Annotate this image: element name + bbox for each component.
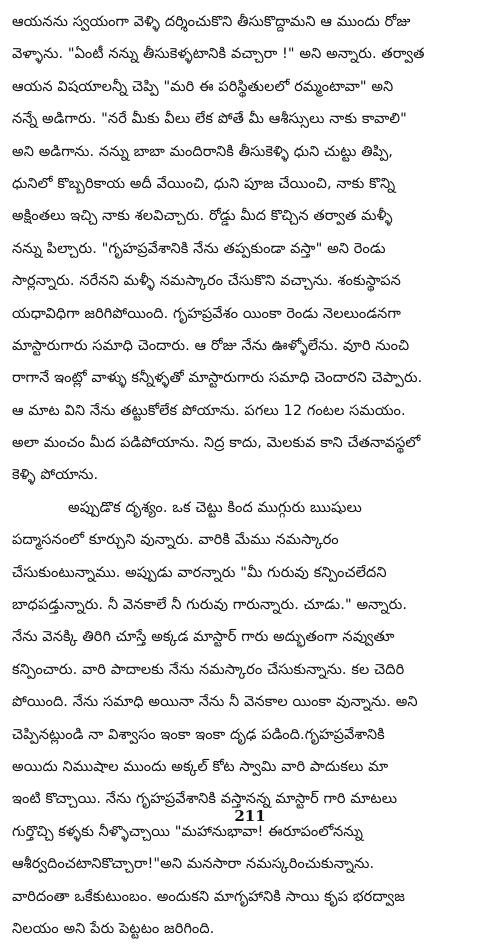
text-line: అక్షింతలు ఇచ్చి నాకు శలవిచ్చారు. రోడ్డు మీద కొచ్చిన తర్వాత మళ్ళీ <box>12 208 393 225</box>
text-line: ధునిలో కొబ్బరికాయ అదీ వేయించి, ధుని పూజ చేయించి, నాకు కొన్ని <box>12 175 396 192</box>
text-line: పోయింది. నేను సమాధి అయినా నేను నీ వెనకాల యింకా వున్నాను. అని <box>12 694 418 711</box>
text-line: అని అడిగాను. నన్ను బాబా మందిరానికి తీసుకెళ్ళి ధుని చుట్టు తిప్పి, <box>12 143 394 160</box>
text-line: నన్ను పిల్చారు. "గృహప్రవేశానికి నేను తప్పకుండా వస్తా" అని రెండు <box>12 240 386 257</box>
page-number: 211 <box>234 807 266 825</box>
text-line: నిలయం అని పేరు పెట్టటం జరిగింది. <box>12 920 215 937</box>
text-line: మాస్టారుగారు సమాధి చెందారు. ఆ రోజు నేను ఊళ్ళోలేను. వూరి నుంచి <box>12 337 410 354</box>
text-line: ఆయనను స్వయంగా వెళ్ళి దర్శించుకొని తీసుకొద్దామని ఆ ముందు రోజు <box>12 14 411 30</box>
paragraph-start-line: అప్పుడొక దృశ్యం. ఒక చెట్టు కింద ముగ్గురు ఋషులు <box>68 499 362 516</box>
text-line: సార్లన్నారు. నరేనని మళ్ళీ నమస్కారం చేసుకొని వచ్చాను. శంకుస్థాపన <box>12 273 401 290</box>
text-line: గుర్తొచ్చి కళ్ళకు నీళ్ళొచ్చాయి "మహానుభావా! ఈరూపంలోనన్ను <box>12 823 363 840</box>
text-line: పద్మాసనంలో కూర్చుని వున్నారు. వారికి మేము నమస్కారం <box>12 532 339 549</box>
text-line: బాధపడ్తున్నారు. నీ వెనకాలే నీ గురువు గారున్నారు. చూడు." అన్నారు. <box>12 597 408 614</box>
text-line: వెళ్ళాను. "ఏంటీ నన్ను తీసుకెళ్ళటానికి వచ్చారా !" అని అన్నారు. తర్వాత <box>12 46 425 63</box>
text-line: చేసుకుంటున్నాము. అప్పుడు వారన్నారు "మీ గురువు కన్పించలేదని <box>12 564 387 581</box>
text-line: ఆయన విషయాలన్నీ చెప్పి "మరి ఈ పరిస్థితులలో రమ్మంటావా" అని <box>12 78 394 95</box>
text-line: కెళ్ళి పోయాను. <box>12 467 99 484</box>
text-line: ఆ మాట విని నేను తట్టుకోలేక పోయాను. పగలు 12 గంటల సమయం. <box>12 402 406 419</box>
text-line: రాగానే ఇంట్లో వాళ్ళు కన్నీళ్ళతో మాస్టారుగారు సమాధి చెందారని చెప్పారు. <box>12 370 423 387</box>
text-line: నన్నే అడిగారు. "నరే మీకు వీలు లేక పోతే మీ ఆశీస్సులు నాకు కావాలి" <box>12 111 407 128</box>
text-line: నేను వెనక్కి తిరిగి చూస్తే అక్కడ మాస్టార్ గారు అద్భుతంగా నవ్వుతూ <box>12 629 395 646</box>
text-line: వారిదంతా ఒకేకుటుంబం. అందుకని మాగృహానికి సాయి కృప భరద్వాజ <box>12 888 405 905</box>
text-line: చెప్పినట్లుండి నా విశ్వాసం ఇంకా ఇంకా దృఢ పడింది.గృహప్రవేశానికి <box>12 726 385 743</box>
text-line: అలా మంచం మీద పడిపోయాను. నిద్ర కాదు, మెలకువ కాని చేతనావస్థలో <box>12 435 421 452</box>
text-line: యధావిధిగా జరిగిపోయింది. గృహప్రవేశం యింకా రెండు నెలలుండనగా <box>12 305 401 322</box>
text-line: అయిదు నిముషాల ముందు అక్కల్ కోట స్వామి వారి పాదుకలు మా <box>12 758 389 775</box>
text-line: ఇంటి కొచ్చాయి. నేను గృహప్రవేశానికి వస్తానన్న మాస్టార్ గారి మాటలు <box>12 791 398 808</box>
text-line: ఆశీర్వదించటానికొచ్చారా!"అని మనసారా నమస్కరించుకున్నాను. <box>12 856 375 873</box>
text-line: కన్పించారు. వారి పాదాలకు నేను నమస్కారం చేసుకున్నాను. కల చెదిరి <box>12 661 405 678</box>
